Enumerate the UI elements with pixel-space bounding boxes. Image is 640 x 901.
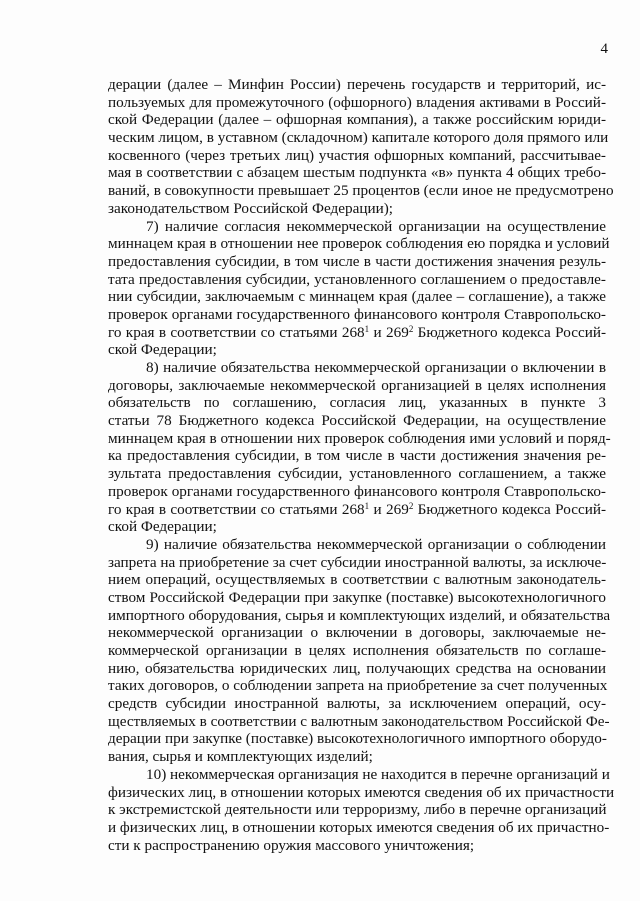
text-line: ством Российской Федерации при закупке (поставке) высокотехнологичного (108, 588, 606, 606)
text-line: косвенного (через третьих лиц) участия офшорных компаний, рассчитывае- (108, 146, 606, 164)
text-line: ской Федерации; (108, 341, 217, 359)
text-fragment: Бюджетного кодекса Россий- (413, 323, 607, 341)
superscript: 1 (364, 500, 370, 511)
text-line: законодательством Российской Федерации); (108, 199, 393, 217)
text-line: ской Федерации (далее – офшорная компания), а также российским юриди- (108, 111, 606, 129)
page-number: 4 (600, 41, 608, 57)
text-line: мая в соответствии с абзацем шестым подпункта «в» пункта 4 общих требо- (108, 164, 606, 182)
text-fragment: и 269 (369, 323, 409, 341)
text-line: сти к распространению оружия массового уничтожения; (108, 836, 475, 854)
document-body (108, 76, 615, 854)
text-line: ществляемых в соответствии с валютным законодательством Российской Фе- (108, 712, 610, 730)
text-line: 10) некоммерческая организация не находится в перечне организаций и (146, 765, 610, 783)
text-line: дерации при закупке (поставке) высокотехнологичного импортного оборудо- (108, 730, 607, 748)
text-line: миннацем края в отношении них проверок соблюдения ими условий и поряд- (108, 429, 611, 447)
text-line: нию, обязательства юридических лиц, получающих средства на основании (108, 659, 606, 677)
text-fragment: Бюджетного кодекса Россий- (413, 500, 607, 518)
text-line: нием операций, осуществляемых в соответствии с валютным законодатель- (108, 571, 606, 589)
text-line: 9) наличие обязательства некоммерческой организации о соблюдении (146, 535, 606, 553)
text-fragment: и 269 (369, 500, 409, 518)
text-line: миннацем края в отношении нее проверок соблюдения ею порядка и условий (108, 235, 610, 253)
text-line: коммерческой организации в целях исполнения обязательств по соглаше- (108, 642, 606, 659)
paragraph (108, 535, 611, 766)
text-line (108, 324, 606, 342)
text-line: запрета на приобретение за счет субсидии иностранной валюты, за исключе- (108, 553, 607, 571)
text-line: обязательств по соглашению, согласия лиц, указанных в пункте 3 (108, 394, 606, 412)
text-line: и физических лиц, в отношении которых имеются сведения об их причастно- (108, 818, 610, 836)
text-line: импортного оборудования, сырья и комплектующих изделий, и обязательства (108, 606, 611, 624)
superscript: 1 (364, 323, 370, 334)
paragraph (108, 76, 614, 218)
text-line: 8) наличие обязательства некоммерческой организации о включении в (146, 359, 606, 376)
text-line: проверок органами государственного финансового контроля Ставропольско- (108, 305, 606, 323)
text-line: ваний, в совокупности превышает 25 процентов (если иное не предусмотрено (108, 182, 614, 200)
text-line: таких договоров, о соблюдении запрета на приобретение за счет полученных (108, 677, 608, 695)
text-line: вания, сырья и комплектующих изделий; (108, 748, 373, 766)
text-line: статьи 78 Бюджетного кодекса Российской Федерации, на осуществление (108, 412, 606, 430)
text-line: предоставления субсидии, в том числе в части достижения значения резуль- (108, 252, 606, 270)
paragraph (108, 359, 611, 536)
text-line: нии субсидии, заключаемым с миннацем края (далее – соглашение), а также (108, 288, 606, 306)
text-line: ской Федерации; (108, 518, 217, 536)
text-line: зультата предоставления субсидии, установленного соглашением, а также (108, 465, 606, 483)
text-line (108, 501, 606, 519)
text-fragment: го края в соответствии со статьями 268 (108, 500, 365, 518)
text-line: средств субсидии иностранной валюты, за исключением операций, осу- (108, 695, 606, 713)
text-fragment: го края в соответствии со статьями 268 (108, 323, 365, 341)
text-line: тата предоставления субсидии, установленного соглашением о предоставле- (108, 270, 606, 288)
text-line: к экстремистской деятельности или терроризму, либо в перечне организаций (108, 801, 607, 819)
paragraph (108, 765, 615, 854)
text-line: проверок органами государственного финансового контроля Ставропольско- (108, 482, 606, 500)
text-line: ческим лицом, в уставном (складочном) капитале которого доля прямого или (108, 129, 609, 147)
paragraph (108, 217, 610, 360)
text-line: пользуемых для промежуточного (офшорного) владения активами в Россий- (108, 93, 606, 111)
text-line: договоры, заключаемые некоммерческой организацией в целях исполнения (108, 376, 606, 394)
text-line: ка предоставления субсидии, в том числе в части достижения значения ре- (108, 447, 606, 465)
text-line: дерации (далее – Минфин России) перечень государств и территорий, ис- (108, 76, 606, 93)
superscript: 2 (408, 323, 414, 334)
text-line: физических лиц, в отношении которых имеются сведения об их причастности (108, 783, 615, 801)
superscript: 2 (408, 500, 414, 511)
text-line: некоммерческой организации о включении в договоры, заключаемые не- (108, 624, 606, 642)
text-line: 7) наличие согласия некоммерческой организации на осуществление (146, 217, 606, 235)
